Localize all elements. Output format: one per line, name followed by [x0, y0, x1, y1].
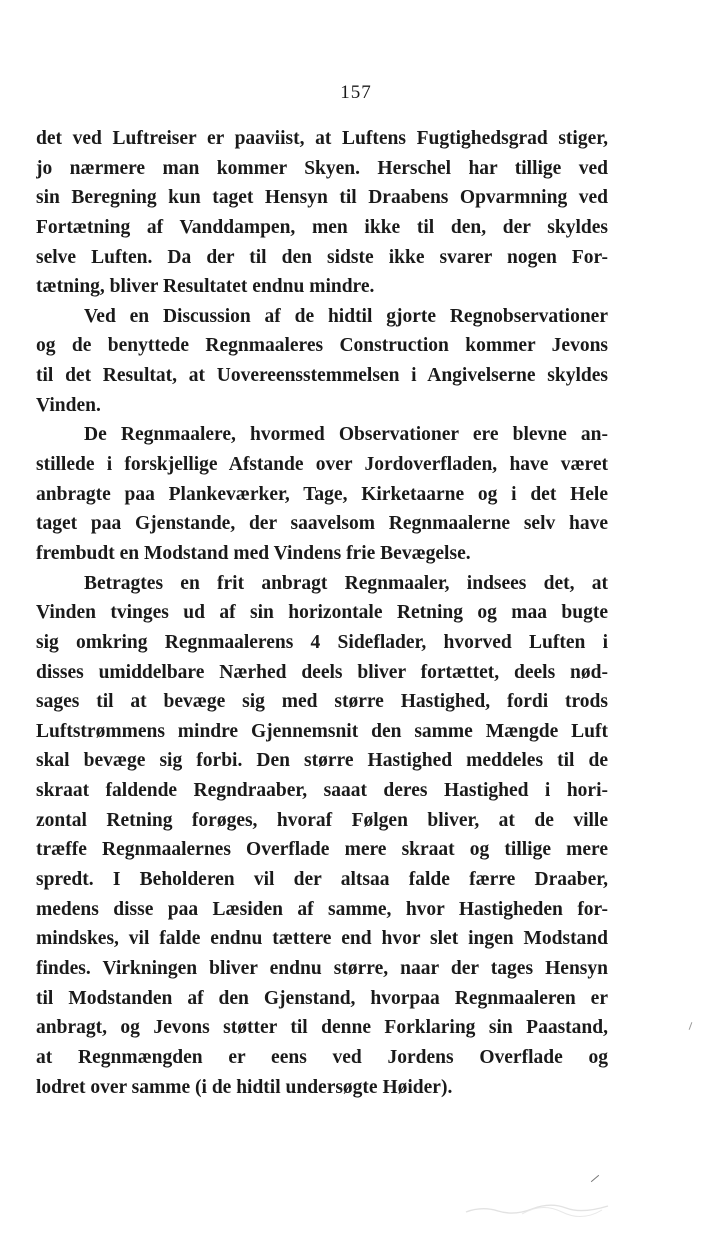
text-line: anbragt, og Jevons støtter til denne Forklaring sin Paastand, [36, 1017, 608, 1039]
text-line: Betragtes en frit anbragt Regnmaaler, indsees det, at [84, 572, 608, 594]
scan-mark [591, 1175, 599, 1182]
text-line: sages til at bevæge sig med større Hastighed, fordi trods [36, 691, 608, 713]
scan-watermark-smudge [462, 1196, 612, 1222]
text-line: træffe Regnmaalernes Overflade mere skraat og tillige mere [36, 839, 608, 861]
text-line: frembudt en Modstand med Vindens frie Bevægelse. [36, 542, 471, 564]
text-line: anbragte paa Plankeværker, Tage, Kirketaarne og i det Hele [36, 483, 608, 505]
text-line: at Regnmængden er eens ved Jordens Overflade og [36, 1046, 608, 1068]
text-line: lodret over samme (i de hidtil undersøgte Høider). [36, 1076, 453, 1098]
text-line: tætning, bliver Resultatet endnu mindre. [36, 276, 375, 298]
body-text [36, 124, 608, 1102]
text-line: De Regnmaalere, hvormed Observationer ere blevne an- [84, 424, 608, 446]
text-line: taget paa Gjenstande, der saavelsom Regnmaalerne selv have [36, 513, 608, 535]
text-line: Vinden. [36, 394, 101, 416]
text-line: og de benyttede Regnmaaleres Construction kommer Jevons [36, 335, 608, 357]
text-line: til det Resultat, at Uovereensstemmelsen i Angivelserne skyldes [36, 365, 608, 387]
text-line: sig omkring Regnmaalerens 4 Sideflader, hvorved Luften i [36, 631, 608, 653]
text-line: zontal Retning forøges, hvoraf Følgen bliver, at de ville [36, 809, 608, 831]
text-line: findes. Virkningen bliver endnu større, naar der tages Hensyn [36, 957, 608, 979]
text-line: jo nærmere man kommer Skyen. Herschel har tillige ved [36, 157, 608, 179]
text-line: skal bevæge sig forbi. Den større Hastighed meddeles til de [36, 750, 608, 772]
text-line: spredt. I Beholderen vil der altsaa falde færre Draaber, [36, 869, 608, 891]
text-line: medens disse paa Læsiden af samme, hvor Hastigheden for- [36, 898, 608, 920]
text-line: sin Beregning kun taget Hensyn til Draabens Opvarmning ved [36, 187, 608, 209]
text-line: selve Luften. Da der til den sidste ikke svarer nogen For- [36, 246, 608, 268]
text-line: til Modstanden af den Gjenstand, hvorpaa Regnmaaleren er [36, 987, 608, 1009]
text-line: stillede i forskjellige Afstande over Jordoverfladen, have været [36, 454, 608, 476]
text-line: det ved Luftreiser er paaviist, at Luftens Fugtighedsgrad stiger, [36, 128, 608, 149]
text-line: Luftstrømmens mindre Gjennemsnit den samme Mængde Luft [36, 720, 608, 742]
text-line: skraat faldende Regndraaber, saaat deres Hastighed i hori- [36, 780, 608, 802]
text-line: Ved en Discussion af de hidtil gjorte Regnobservationer [84, 305, 608, 327]
text-line: Vinden tvinges ud af sin horizontale Retning og maa bugte [36, 602, 608, 624]
text-line: mindskes, vil falde endnu tættere end hvor slet ingen Modstand [36, 928, 608, 950]
text-line: disses umiddelbare Nærhed deels bliver fortættet, deels nød- [36, 661, 608, 683]
text-line: Fortætning af Vanddampen, men ikke til den, der skyldes [36, 216, 608, 238]
page-number: 157 [340, 82, 372, 103]
scan-mark [689, 1022, 693, 1030]
